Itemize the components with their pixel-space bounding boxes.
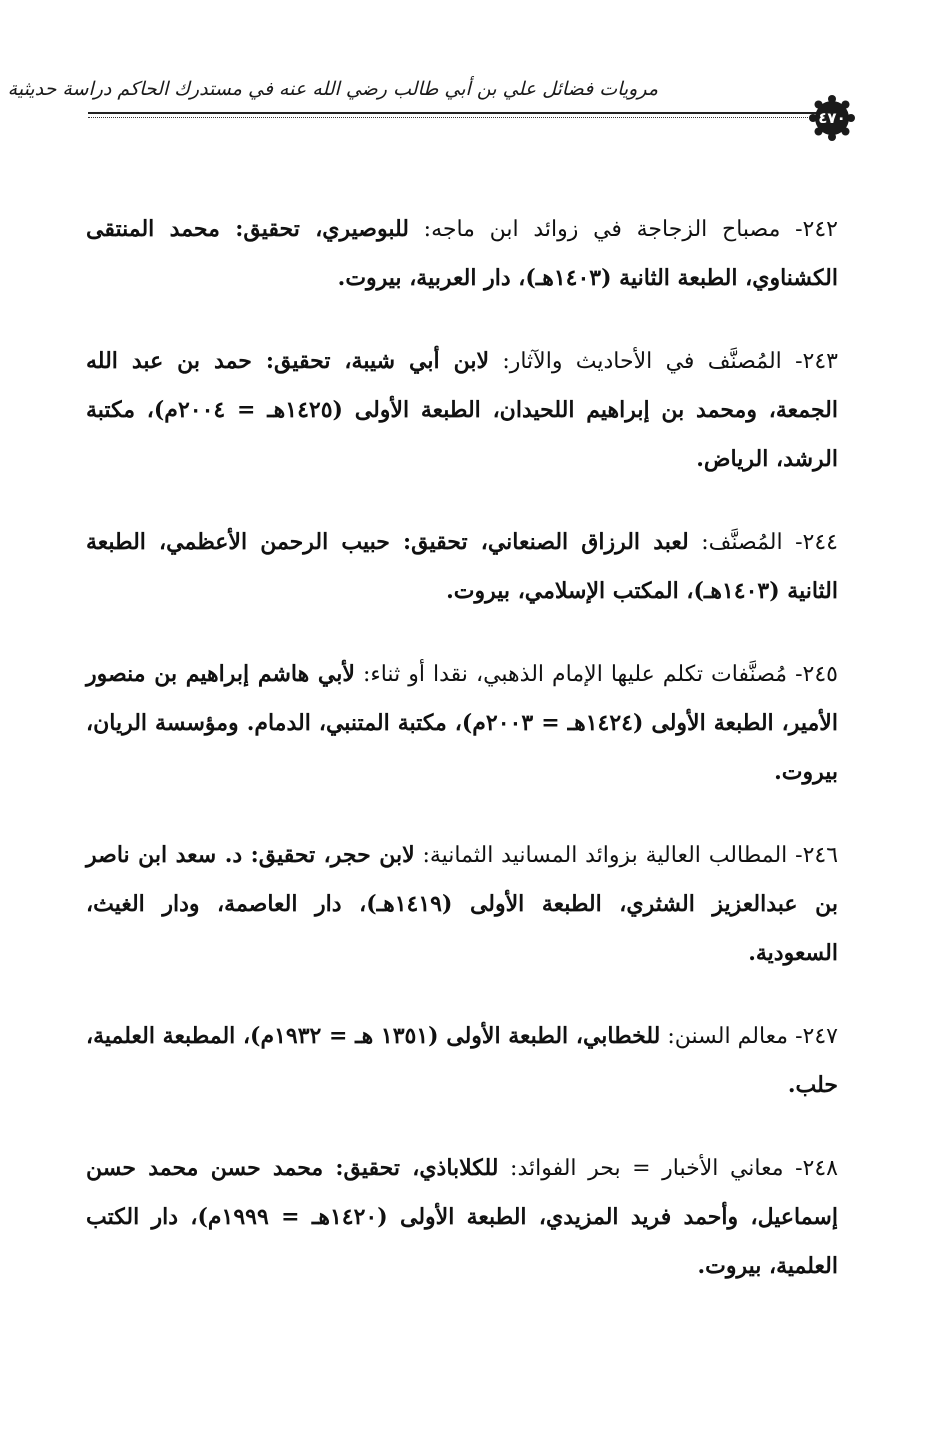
entry-number: ٢٤٢ [802, 217, 838, 242]
entry-number: ٢٤٤ [802, 530, 838, 555]
entry-number: ٢٤٨ [802, 1156, 838, 1181]
entry-details: للخطابي، الطبعة الأولى (١٣٥١ هـ = ١٩٣٢م)، المطبعة العلمية، حلب. [86, 1023, 838, 1098]
entry-details: للكلاباذي، تحقيق: محمد حسن محمد حسن إسماعيل، وأحمد فريد المزيدي، الطبعة الأولى (١٤٢٠هـ = ١٩٩٩م)، دار الكتب العلمية، بيروت. [86, 1155, 838, 1279]
entry-details: لابن أبي شيبة، تحقيق: حمد بن عبد الله الجمعة، ومحمد بن إبراهيم اللحيدان، الطبعة الأولى (١٤٢٥هـ = ٢٠٠٤م)، مكتبة الرشد، الرياض. [86, 348, 838, 472]
entry-number: ٢٤٦ [802, 843, 839, 868]
page-number-badge [808, 94, 856, 142]
entry-title: - المُصنَّف في الأحاديث والآثار: [489, 349, 803, 374]
entry-title: - مُصنَّفات تكلم عليها الإمام الذهبي، نقدا أو ثناء: [354, 662, 803, 687]
entry-title: - مصباح الزجاجة في زوائد ابن ماجه: [408, 217, 803, 242]
bibliography-entry [86, 518, 838, 616]
entry-number: ٢٤٥ [802, 662, 838, 687]
running-header [7, 72, 848, 132]
entry-title: - المطالب العالية بزوائد المسانيد الثمانية: [414, 843, 803, 868]
header-title: مرويات فضائل علي بن أبي طالب رضي الله عنه في مستدرك الحاكم دراسة حديثية [7, 78, 658, 100]
page-number: ٤٧٠ [818, 109, 846, 127]
entry-details: لأبي هاشم إبراهيم بن منصور الأمير، الطبعة الأولى (١٤٢٤هـ = ٢٠٠٣م)، مكتبة المتنبي، الدمام. ومؤسسة الريان، بيروت. [86, 661, 838, 785]
header-dotted-rule [88, 117, 848, 118]
entry-number: ٢٤٣ [802, 349, 838, 374]
bibliography-list [86, 205, 838, 1325]
bibliography-entry [86, 337, 838, 484]
entry-number: ٢٤٧ [802, 1024, 838, 1049]
bibliography-entry [86, 650, 838, 797]
entry-title: - معالم السنن: [660, 1024, 803, 1049]
entry-title: - معاني الأخبار = بحر الفوائد: [498, 1156, 803, 1181]
entry-details: لابن حجر، تحقيق: د. سعد ابن ناصر بن عبدالعزيز الشثري، الطبعة الأولى (١٤١٩هـ)، دار العاصمة، ودار الغيث، السعودية. [86, 842, 838, 966]
bibliography-entry [86, 205, 838, 303]
entry-title: - المُصنَّف: [688, 530, 803, 555]
entry-details: لعبد الرزاق الصنعاني، تحقيق: حبيب الرحمن الأعظمي، الطبعة الثانية (١٤٠٣هـ)، المكتب الإسلامي، بيروت. [86, 529, 838, 604]
entry-details: للبوصيري، تحقيق: محمد المنتقى الكشناوي، الطبعة الثانية (١٤٠٣هـ)، دار العربية، بيروت. [86, 216, 838, 291]
header-rule [88, 112, 848, 114]
bibliography-entry [86, 1144, 838, 1291]
bibliography-entry [86, 1012, 838, 1110]
bibliography-entry [86, 831, 838, 978]
